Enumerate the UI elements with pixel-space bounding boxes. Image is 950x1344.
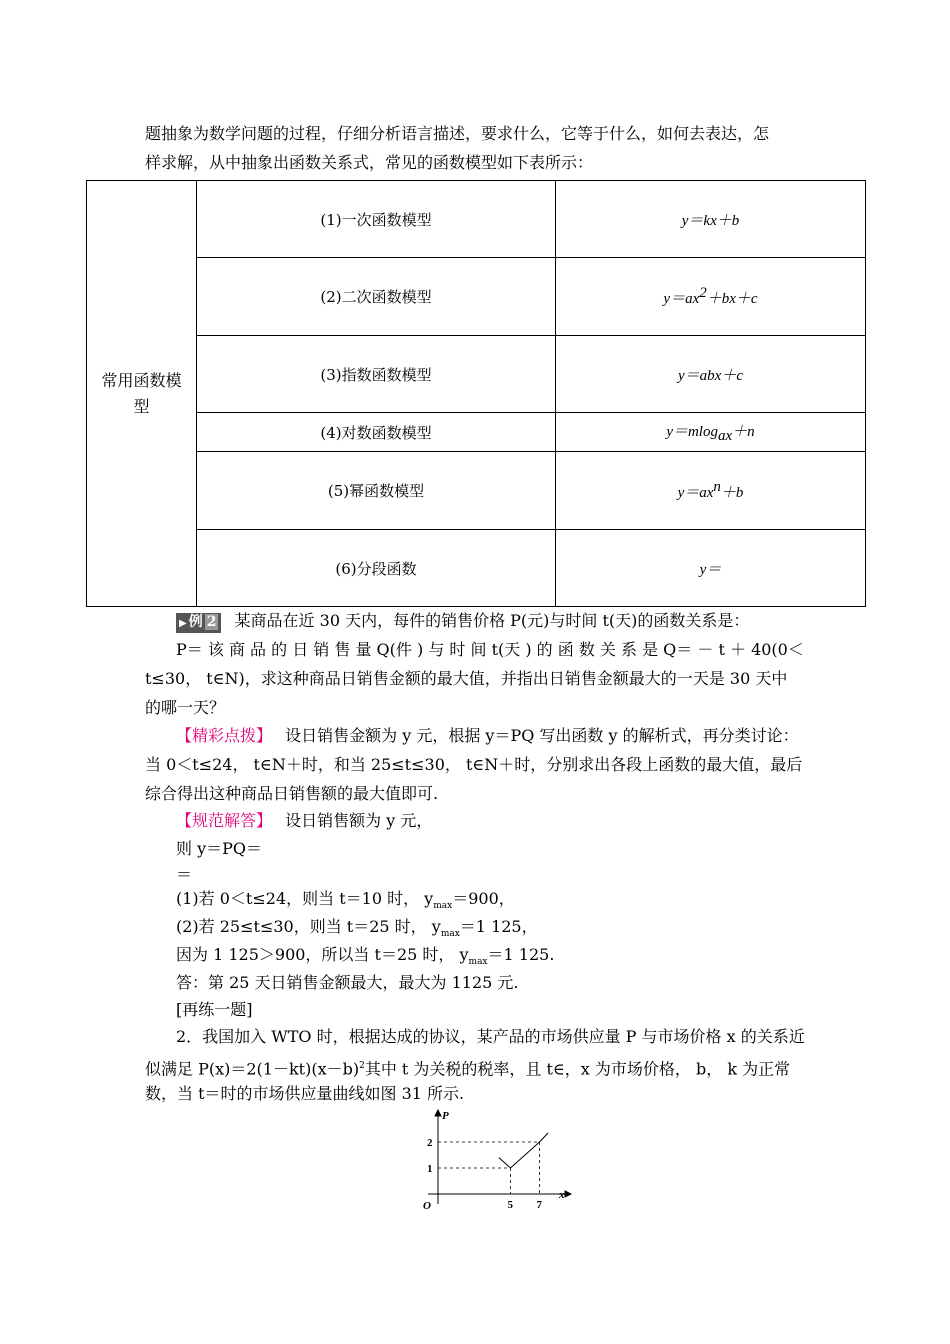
intro-line-1: 题抽象为数学问题的过程，仔细分析语言描述，要求什么，它等于什么，如何去表达，怎 [145,124,770,143]
y-tick-label-1: 1 [427,1163,433,1175]
model-formula-1: y＝kx＋b [681,212,740,229]
intro-line-2: 样求解，从中抽象出函数关系式，常见的函数模型如下表所示： [145,153,594,172]
model-name-6: (6)分段函数 [197,530,556,607]
origin-label: O [423,1200,431,1212]
y-tick-label-2: 2 [427,1137,433,1149]
solution-line-7: 答：第 25 天日销售金额最大，最大为 1125 元. [176,973,519,992]
supply-curve [499,1133,548,1168]
solution-line-2: 则 y＝PQ＝ [176,839,263,858]
hint-line-1: 【精彩点拨】 设日销售金额为 y 元，根据 y＝PQ 写出函数 y 的解析式，再分类讨论： [176,726,799,745]
practice-line-2: 似满足 $P(x)=2(1-kt)(x-b)^2$其中 t 为关税的税率，且 t∈，x 为市场价格， b， k 为正常 [145,1059,791,1079]
x-axis-label: x [559,1189,565,1201]
solution-line-3: ＝ [176,865,193,884]
solution-line-5: (2)若 25≤t≤30，则当 t＝25 时， $y_{max}=1$ 125， [176,917,538,940]
model-name-5: (5)幂函数模型 [197,452,556,530]
hint-line-2: 当 0＜t≤24， t∈N＋时，和当 25≤t≤30， t∈N＋时，分别求出各段上函数的最大值，最后 [145,755,803,774]
model-name-2: (2)二次函数模型 [197,258,556,336]
practice-line-3: 数，当 t＝时的市场供应量曲线如图 31 所示. [145,1084,465,1103]
model-name-1: (1)一次函数模型 [197,181,556,258]
function-model-table [86,180,866,607]
x-axis-arrow [565,1191,571,1197]
model-formula-5: $y=ax^n+b$ [556,452,866,530]
x-tick-label-5: 5 [507,1199,513,1211]
model-formula-3: y＝abx＋c [678,367,743,384]
solution-line-6: 因为 1 125＞900，所以当 t＝25 时， $y_{max}=1$ 125. [176,945,555,968]
model-name-4: (4)对数函数模型 [197,413,556,452]
y-axis-arrow [435,1110,441,1116]
example-line-4: 的哪一天？ [145,698,226,717]
triangle-icon: ▶ [179,618,187,629]
hint-label: 【精彩点拨】 [176,726,273,745]
example-line-1: 某商品在近 30 天内，每件的销售价格 P(元)与时间 t(天)的函数关系是： [234,611,750,630]
solution-line-4: (1)若 0＜t≤24，则当 t＝10 时， $y_{max}=900$， [176,889,515,912]
practice-line-1: 2．我国加入 WTO 时，根据达成的协议，某产品的市场供应量 P 与市场价格 x 的关系近 [176,1027,805,1046]
table-category-cell [87,181,197,607]
model-formula-4: y＝mlog$_{ax}$＋n [556,413,866,452]
hint-line-3: 综合得出这种商品日销售额的最大值即可. [145,784,439,803]
table-category: 常用函数模型 [101,370,182,416]
model-formula-2: $y=ax^2+bx+c$ [556,258,866,336]
y-axis-label: P [442,1110,449,1122]
example-line-3: t≤30， t∈N)，求这种商品日销售金额的最大值，并指出日销售金额最大的一天是 30 天中 [145,669,788,688]
example-heading [176,611,749,633]
solution-label: 【规范解答】 [176,811,273,830]
practice-title: [再练一题] [176,1000,253,1019]
solution-line-1: 【规范解答】 设日销售额为 y 元， [176,811,433,830]
example-badge: ▶ 例 2 [176,613,221,633]
x-tick-label-7: 7 [536,1199,542,1211]
model-name-3: (3)指数函数模型 [197,336,556,413]
supply-curve-graph [410,1108,580,1214]
model-formula-6: y＝ [699,561,722,578]
example-line-2: P＝ 该 商 品 的 日 销 售 量 Q(件 ) 与 时 间 t(天 ) 的 函 数 关 系 是 Q＝ － t ＋ 40(0＜ [176,640,804,659]
